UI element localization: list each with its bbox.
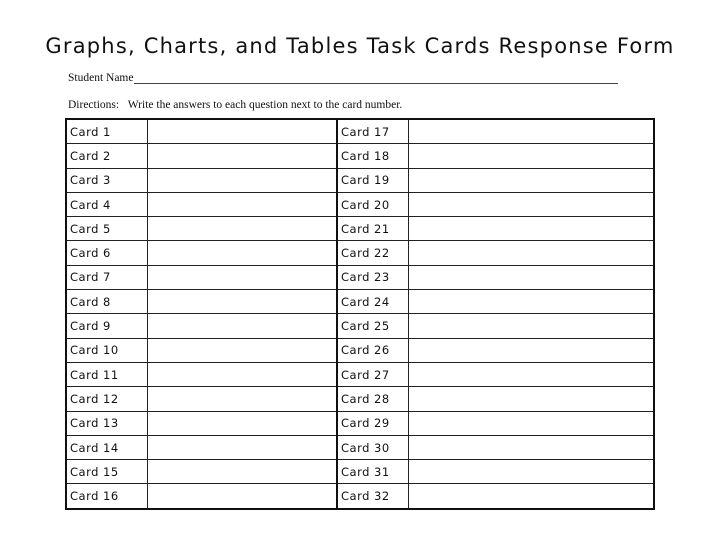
table-row [66, 435, 654, 459]
answer-cell-left[interactable] [148, 217, 338, 241]
directions-text: Write the answers to each question next to the card number. [127, 99, 403, 111]
table-row [66, 411, 654, 435]
card-label-left: Card 2 [66, 144, 148, 168]
answer-cell-left[interactable] [148, 314, 338, 338]
card-label-right: Card 18 [337, 144, 409, 168]
table-row [66, 290, 654, 314]
card-label-right: Card 30 [337, 435, 409, 459]
answer-cell-right[interactable] [409, 314, 655, 338]
card-label-left: Card 12 [66, 387, 148, 411]
card-label-right: Card 19 [337, 168, 409, 192]
answer-cell-left[interactable] [148, 387, 338, 411]
card-label-right: Card 21 [337, 217, 409, 241]
table-row [66, 217, 654, 241]
directions-label: Directions: [68, 99, 120, 111]
answer-cell-left[interactable] [148, 119, 338, 144]
card-label-left: Card 9 [66, 314, 148, 338]
table-row [66, 362, 654, 386]
answer-cell-left[interactable] [148, 435, 338, 459]
answer-cell-right[interactable] [409, 217, 655, 241]
card-label-left: Card 11 [66, 362, 148, 386]
answer-cell-left[interactable] [148, 241, 338, 265]
answer-table-body [66, 119, 654, 509]
answer-cell-right[interactable] [409, 435, 655, 459]
answer-table [65, 118, 655, 510]
answer-cell-left[interactable] [148, 460, 338, 484]
card-label-left: Card 6 [66, 241, 148, 265]
answer-cell-left[interactable] [148, 338, 338, 362]
table-row [66, 460, 654, 484]
card-label-left: Card 7 [66, 265, 148, 289]
card-label-left: Card 1 [66, 119, 148, 144]
directions [68, 99, 402, 111]
table-row [66, 241, 654, 265]
answer-cell-right[interactable] [409, 192, 655, 216]
answer-cell-right[interactable] [409, 265, 655, 289]
card-label-left: Card 13 [66, 411, 148, 435]
table-row [66, 484, 654, 509]
answer-cell-right[interactable] [409, 241, 655, 265]
card-label-left: Card 15 [66, 460, 148, 484]
answer-cell-right[interactable] [409, 338, 655, 362]
card-label-left: Card 16 [66, 484, 148, 509]
answer-cell-right[interactable] [409, 484, 655, 509]
page-title: Graphs, Charts, and Tables Task Cards Response Form [45, 34, 675, 58]
answer-cell-right[interactable] [409, 387, 655, 411]
card-label-right: Card 31 [337, 460, 409, 484]
student-name-label: Student Name [68, 72, 134, 84]
answer-cell-left[interactable] [148, 362, 338, 386]
table-row [66, 338, 654, 362]
card-label-right: Card 22 [337, 241, 409, 265]
student-name-row [68, 72, 628, 84]
card-label-right: Card 25 [337, 314, 409, 338]
student-name-field[interactable] [134, 73, 618, 84]
card-label-right: Card 26 [337, 338, 409, 362]
card-label-right: Card 27 [337, 362, 409, 386]
card-label-left: Card 8 [66, 290, 148, 314]
card-label-right: Card 29 [337, 411, 409, 435]
answer-cell-right[interactable] [409, 168, 655, 192]
table-row [66, 144, 654, 168]
table-row [66, 168, 654, 192]
answer-cell-right[interactable] [409, 411, 655, 435]
table-row [66, 387, 654, 411]
answer-cell-left[interactable] [148, 484, 338, 509]
card-label-right: Card 24 [337, 290, 409, 314]
table-row [66, 265, 654, 289]
answer-cell-right[interactable] [409, 460, 655, 484]
answer-cell-left[interactable] [148, 290, 338, 314]
answer-cell-left[interactable] [148, 192, 338, 216]
card-label-right: Card 32 [337, 484, 409, 509]
answer-cell-right[interactable] [409, 144, 655, 168]
card-label-right: Card 28 [337, 387, 409, 411]
answer-cell-left[interactable] [148, 168, 338, 192]
card-label-right: Card 23 [337, 265, 409, 289]
answer-cell-right[interactable] [409, 119, 655, 144]
answer-cell-left[interactable] [148, 144, 338, 168]
card-label-right: Card 20 [337, 192, 409, 216]
answer-cell-left[interactable] [148, 411, 338, 435]
card-label-left: Card 10 [66, 338, 148, 362]
answer-cell-left[interactable] [148, 265, 338, 289]
card-label-left: Card 3 [66, 168, 148, 192]
card-label-left: Card 5 [66, 217, 148, 241]
table-row [66, 192, 654, 216]
table-row [66, 314, 654, 338]
card-label-left: Card 4 [66, 192, 148, 216]
card-label-left: Card 14 [66, 435, 148, 459]
answer-cell-right[interactable] [409, 362, 655, 386]
table-row [66, 119, 654, 144]
answer-cell-right[interactable] [409, 290, 655, 314]
card-label-right: Card 17 [337, 119, 409, 144]
